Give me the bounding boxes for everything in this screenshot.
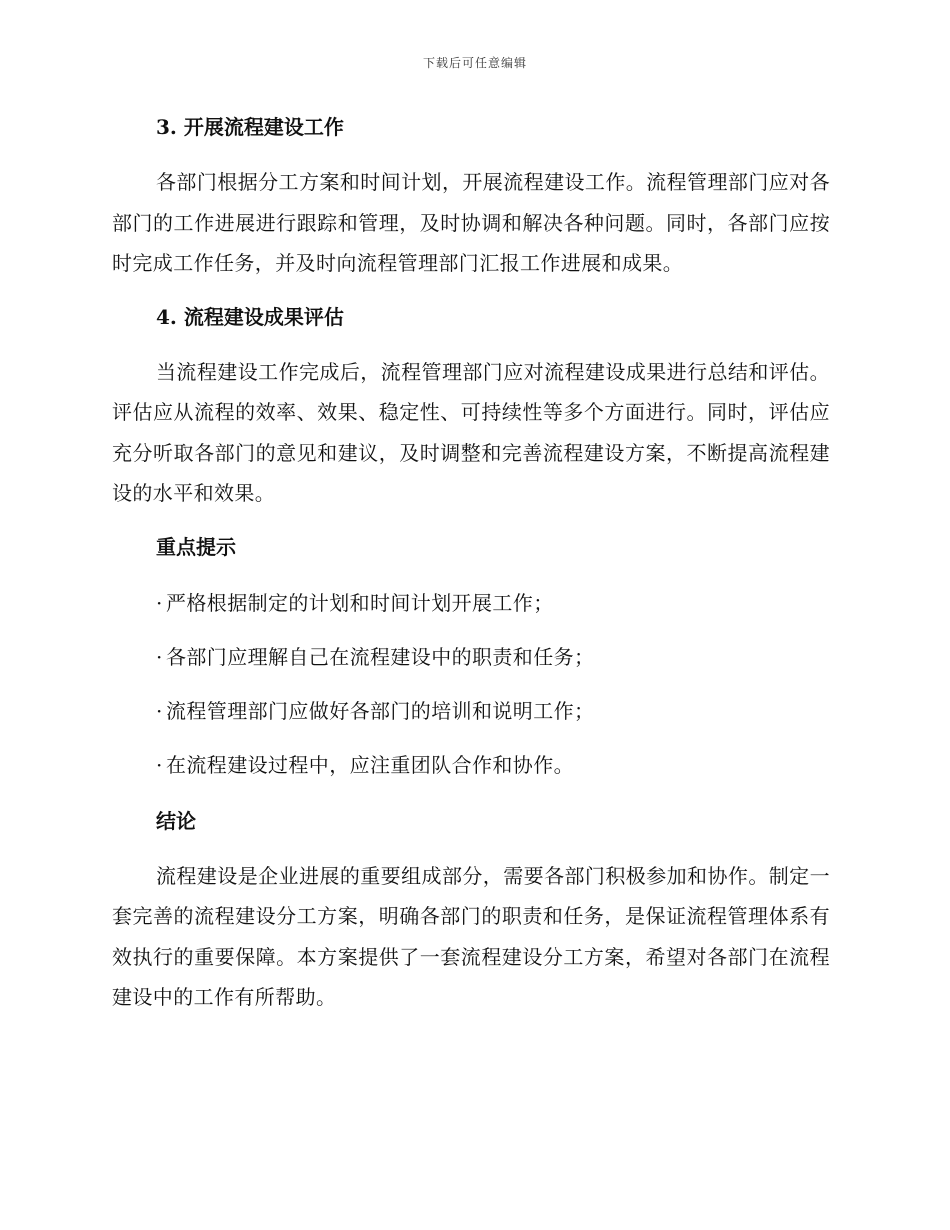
bullet-icon: · [156, 752, 163, 777]
conclusion-paragraph: 流程建设是企业进展的重要组成部分，需要各部门积极参加和协作。制定一套完善的流程建设分工方案，明确各部门的职责和任务，是保证流程管理体系有效执行的重要保障。本方案提供了一套流程建设分工方案，希望对各部门在流程建设中的工作有所帮助。 [112, 863, 830, 1009]
bullet-icon: · [156, 644, 163, 669]
list-item [112, 696, 830, 726]
list-item [112, 642, 830, 672]
tip-text: 在流程建设过程中，应注重团队合作和协作。 [166, 752, 574, 777]
list-item [112, 750, 830, 780]
tips-heading: 重点提示 [156, 534, 236, 559]
bullet-icon: · [156, 698, 163, 723]
tip-text: 各部门应理解自己在流程建设中的职责和任务； [166, 644, 595, 669]
conclusion-heading: 结论 [156, 808, 196, 833]
bullet-icon: · [156, 590, 163, 615]
header-note: 下载后可任意编辑 [422, 56, 527, 70]
section-3-paragraph: 各部门根据分工方案和时间计划，开展流程建设工作。流程管理部门应对各部门的工作进展进行跟踪和管理，及时协调和解决各种问题。同时，各部门应按时完成工作任务，并及时向流程管理部门汇报工作进展和成果。 [112, 170, 830, 275]
tip-text: 流程管理部门应做好各部门的培训和说明工作； [166, 698, 595, 723]
document-content [112, 110, 830, 1018]
section-3-heading: 3. 开展流程建设工作 [156, 115, 344, 139]
section-4-heading: 4. 流程建设成果评估 [156, 304, 344, 329]
list-item [112, 588, 830, 618]
section-4-paragraph: 当流程建设工作完成后，流程管理部门应对流程建设成果进行总结和评估。评估应从流程的效率、效果、稳定性、可持续性等多个方面进行。同时，评估应充分听取各部门的意见和建议，及时调整和完善流程建设方案，不断提高流程建设的水平和效果。 [112, 359, 830, 505]
tips-list [112, 588, 830, 780]
tip-text: 严格根据制定的计划和时间计划开展工作； [166, 590, 554, 615]
